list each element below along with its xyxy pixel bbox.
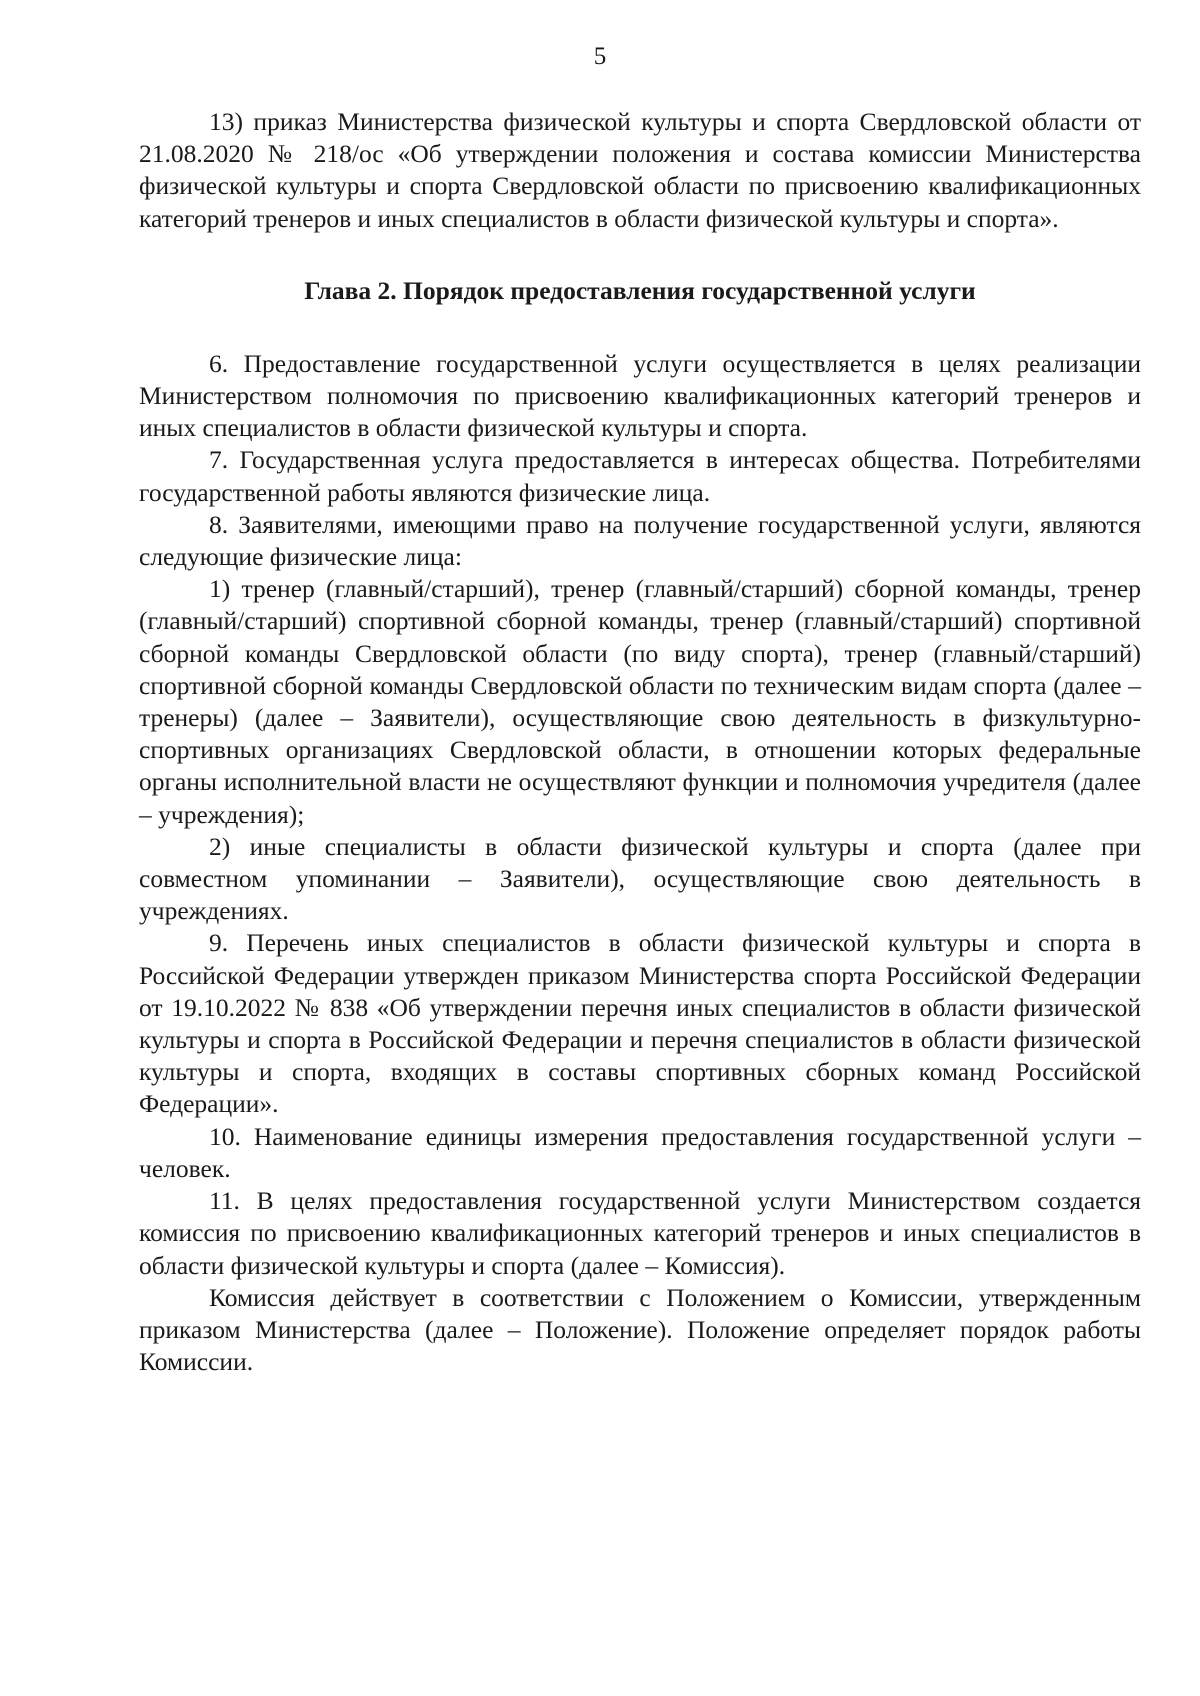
page-number: 5 xyxy=(593,43,607,70)
paragraph-item-13: 13) приказ Министерства физической культуры и спорта Свердловской области от 21.08.2020 № 218/ос «Об утверждении положения и состава комиссии Министерства физической культуры и спорта Свердловской области по присвоению квалификационных категорий тренеров и иных специалистов в области физической культуры и спорта». xyxy=(139,107,1141,233)
chapter-heading: Глава 2. Порядок предоставления государственной услуги xyxy=(304,275,976,305)
paragraph-8-item-1: 1) тренер (главный/старший), тренер (главный/старший) сборной команды, тренер (главный/старший) спортивной сборной команды, тренер (главный/старший) спортивной сборной команды Свердловской области (по виду спорта), тренер (главный/старший) спортивной сборной команды Свердловской области по техническим видам спорта (далее – тренеры) (далее – Заявители), осуществляющие свою деятельность в физкультурно-спортивных организациях Свердловской области, в отношении которых федеральные органы исполнительной власти не осуществляют функции и полномочия учредителя (далее – учреждения); xyxy=(139,574,1141,829)
paragraph-7: 7. Государственная услуга предоставляется в интересах общества. Потребителями государственной работы являются физические лица. xyxy=(139,445,1141,507)
paragraph-10: 10. Наименование единицы измерения предоставления государственной услуги – человек. xyxy=(139,1121,1141,1183)
paragraph-8: 8. Заявителями, имеющими право на получение государственной услуги, являются следующие физические лица: xyxy=(139,509,1141,572)
paragraph-11: 11. В целях предоставления государственной услуги Министерством создается комиссия по присвоению квалификационных категорий тренеров и иных специалистов в области физической культуры и спорта (далее – Комиссия). xyxy=(139,1186,1141,1280)
paragraph-9: 9. Перечень иных специалистов в области физической культуры и спорта в Российской Федерации утвержден приказом Министерства спорта Российской Федерации от 19.10.2022 № 838 «Об утверждении перечня иных специалистов в области физической культуры и спорта в Российской Федерации и перечня специалистов в области физической культуры и спорта, входящих в составы спортивных сборных команд Российской Федерации». xyxy=(139,928,1141,1119)
paragraph-8-item-2: 2) иные специалисты в области физической культуры и спорта (далее при совместном упоминании – Заявители), осуществляющие свою деятельность в учреждениях. xyxy=(139,831,1141,926)
document-body xyxy=(139,106,1141,1378)
paragraph-11-commission: Комиссия действует в соответствии с Положением о Комиссии, утвержденным приказом Министерства (далее – Положение). Положение определяет порядок работы Комиссии. xyxy=(139,1282,1141,1377)
paragraph-6: 6. Предоставление государственной услуги осуществляется в целях реализации Министерством полномочия по присвоению квалификационных категорий тренеров и иных специалистов в области физической культуры и спорта. xyxy=(139,348,1141,443)
